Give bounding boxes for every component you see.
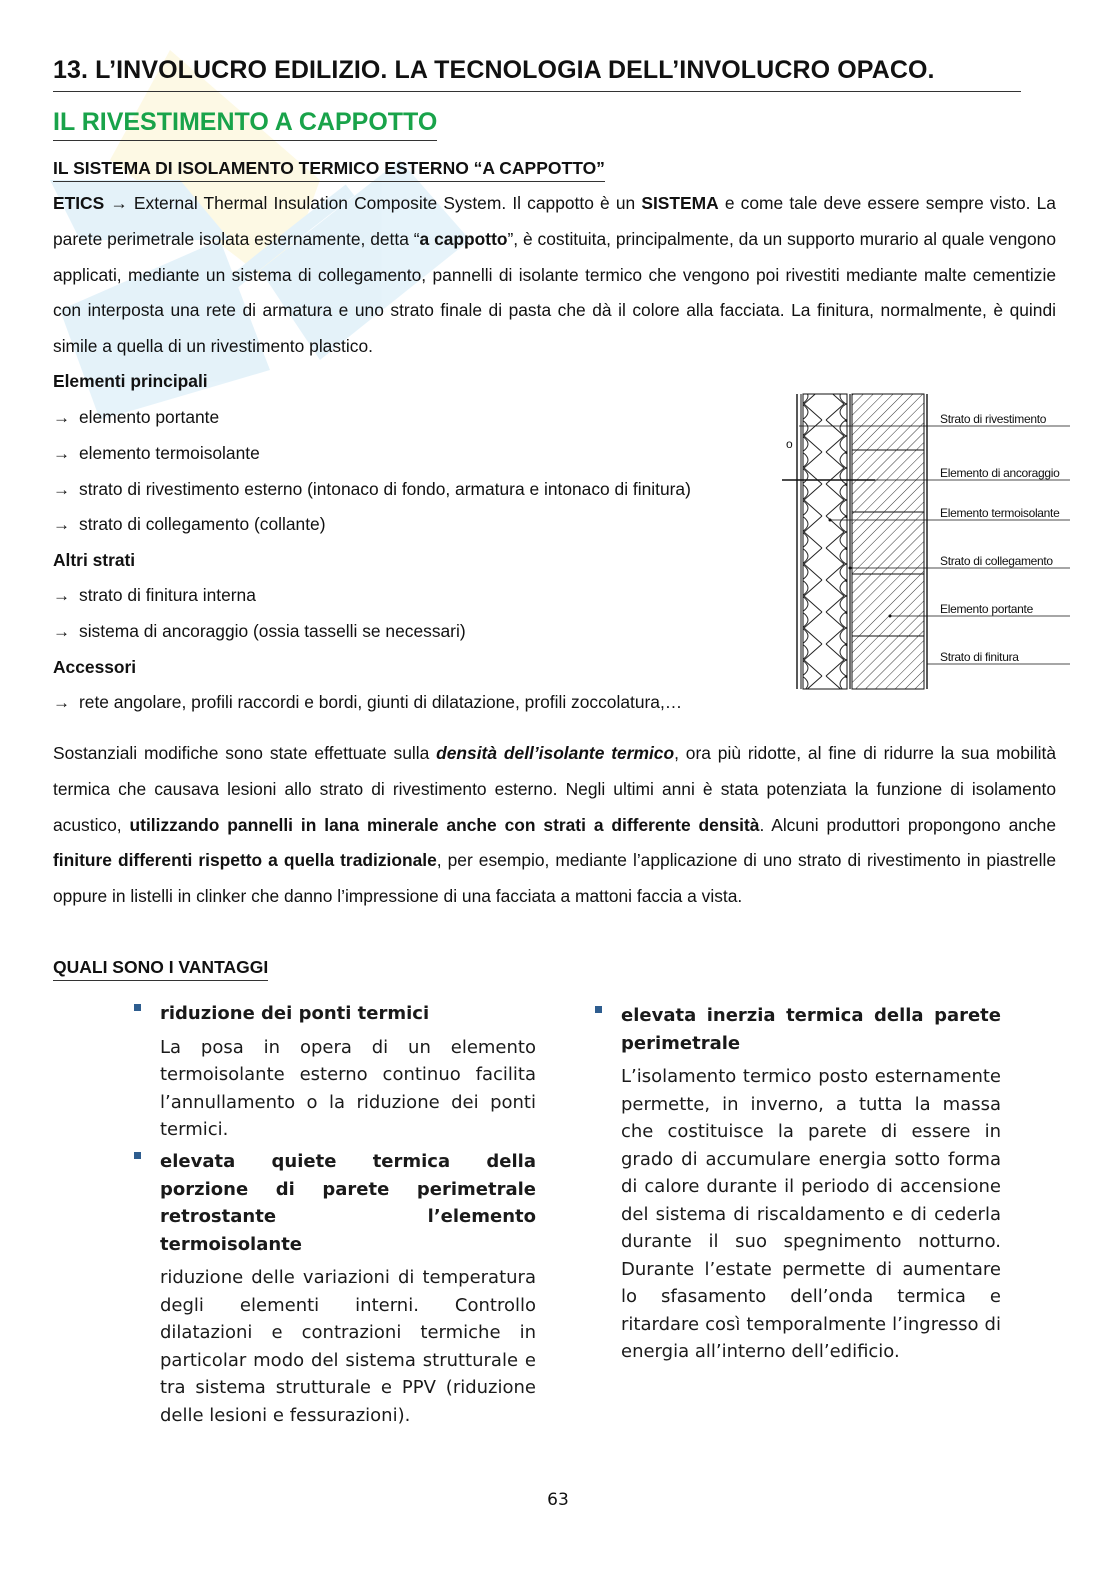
diagram-label-termoisolante: Elemento termoisolante (940, 506, 1060, 520)
subsection-title: IL SISTEMA DI ISOLAMENTO TERMICO ESTERNO “A CAPPOTTO” (53, 158, 605, 182)
brick-wall (852, 394, 924, 689)
square-bullet-icon (134, 1004, 141, 1011)
intro-paragraph: ETICS → External Thermal Insulation Composite System. Il cappotto è un SISTEMA e come tale deve essere sempre visto. La parete perimetrale isolata esternamente, detta “a cappotto”, è costituita, principalmente, da un supporto murario al quale vengono applicati, mediante un sistema di collegamento, pannelli di isolante termico che vengono poi rivestiti mediante malte cementizie con interposta una rete di armatura e uno strato finale di pasta che dà il colore alla facciata. La finitura, normalmente, è quindi simile a quella di un rivestimento plastico. (53, 193, 1056, 357)
list-item: → strato di collegamento (collante) (53, 514, 326, 534)
list-item: → sistema di ancoraggio (ossia tasselli se necessari) (53, 621, 466, 641)
chapter-title: 13. L’INVOLUCRO EDILIZIO. LA TECNOLOGIA DELL’INVOLUCRO OPACO. (53, 56, 1021, 92)
vantaggi-heading: QUALI SONO I VANTAGGI (53, 957, 268, 981)
diagram-label-finitura: Strato di finitura (940, 650, 1019, 664)
diagram-marker: o (786, 437, 793, 451)
vantaggio-item (160, 1000, 536, 1144)
list-item: → elemento termoisolante (53, 443, 260, 463)
diagram-label-rivestimento: Strato di rivestimento (940, 412, 1047, 426)
altri-heading: Altri strati (53, 550, 136, 570)
vantaggio-body: La posa in opera di un elemento termoisolante esterno continuo facilita l’annullamento o la riduzione dei ponti termici. (160, 1036, 536, 1140)
square-bullet-icon (134, 1152, 141, 1159)
arrow-icon: → (53, 408, 70, 427)
list-item: → strato di rivestimento esterno (intonaco di fondo, armatura e intonaco di finitura) (53, 479, 691, 499)
diagram-label-portante: Elemento portante (940, 602, 1033, 616)
insulation-layer (803, 394, 847, 689)
arrow-icon: → (53, 586, 70, 605)
diagram-label-collegamento: Strato di collegamento (940, 554, 1053, 568)
page-number: 63 (547, 1490, 569, 1510)
densita-emphasis: densità dell’isolante termico (436, 743, 675, 763)
elementi-heading: Elementi principali (53, 371, 208, 391)
list-item: → elemento portante (53, 407, 220, 427)
arrow-icon: → (53, 622, 70, 641)
vantaggio-title: elevata inerzia termica della parete perimetrale (621, 1005, 1001, 1054)
arrow-icon: → (53, 515, 70, 534)
arrow-icon: → (53, 444, 70, 463)
vantaggio-title: riduzione dei ponti termici (160, 1003, 430, 1024)
vantaggio-item (160, 1148, 536, 1429)
list-item: → strato di finitura interna (53, 585, 256, 605)
square-bullet-icon (595, 1006, 602, 1013)
arrow-icon: → (53, 480, 70, 499)
list-item: → rete angolare, profili raccordi e bordi, giunti di dilatazione, profili zoccolatura,… (53, 692, 683, 712)
section-title: IL RIVESTIMENTO A CAPPOTTO (53, 108, 437, 141)
vantaggio-title: elevata quiete termica della porzione di parete perimetrale retrostante l’elemento termoisolante (160, 1151, 536, 1255)
diagram-label-ancoraggio: Elemento di ancoraggio (940, 466, 1060, 480)
wall-section-diagram (780, 388, 1075, 693)
vantaggio-body: riduzione delle variazioni di temperatura degli elementi interni. Controllo dilatazioni e contrazioni termiche in particolar modo del sistema strutturale e tra sistema strutturale e PPV (riduzione delle lesioni e fessurazioni). (160, 1267, 536, 1426)
etics-label: ETICS (53, 193, 105, 213)
arrow-icon: → (110, 193, 128, 213)
vantaggio-body: L’isolamento termico posto esternamente permette, in inverno, a tutta la massa che costituisce la parete di essere in grado di accumulare energia sotto forma di calore durante il periodo di accensione del sistema di riscaldamento e di cederla durante il suo spegnimento notturno. Durante l’estate permette di aumentare lo sfasamento dell’onda termica e ritardare così temporalmente l’ingresso di energia all’interno dell’edificio. (621, 1066, 1001, 1362)
arrow-icon: → (53, 693, 70, 712)
modifiche-paragraph: Sostanziali modifiche sono state effettuate sulla densità dell’isolante termico, ora più ridotte, al fine di ridurre la sua mobilità termica che causava lesioni allo strato di rivestimento esterno. Negli ultimi anni è stata potenziata la funzione di isolamento acustico, utilizzando pannelli in lana minerale anche con strati a differente densità. Alcuni produttori propongono anche finiture differenti rispetto a quella tradizionale, per esempio, mediante l’applicazione di uno strato di rivestimento in piastrelle oppure in listelli in clinker che danno l’impressione di una facciata a mattoni faccia a vista. (53, 743, 1056, 907)
vantaggio-item (621, 1002, 1001, 1366)
accessori-heading: Accessori (53, 657, 137, 677)
